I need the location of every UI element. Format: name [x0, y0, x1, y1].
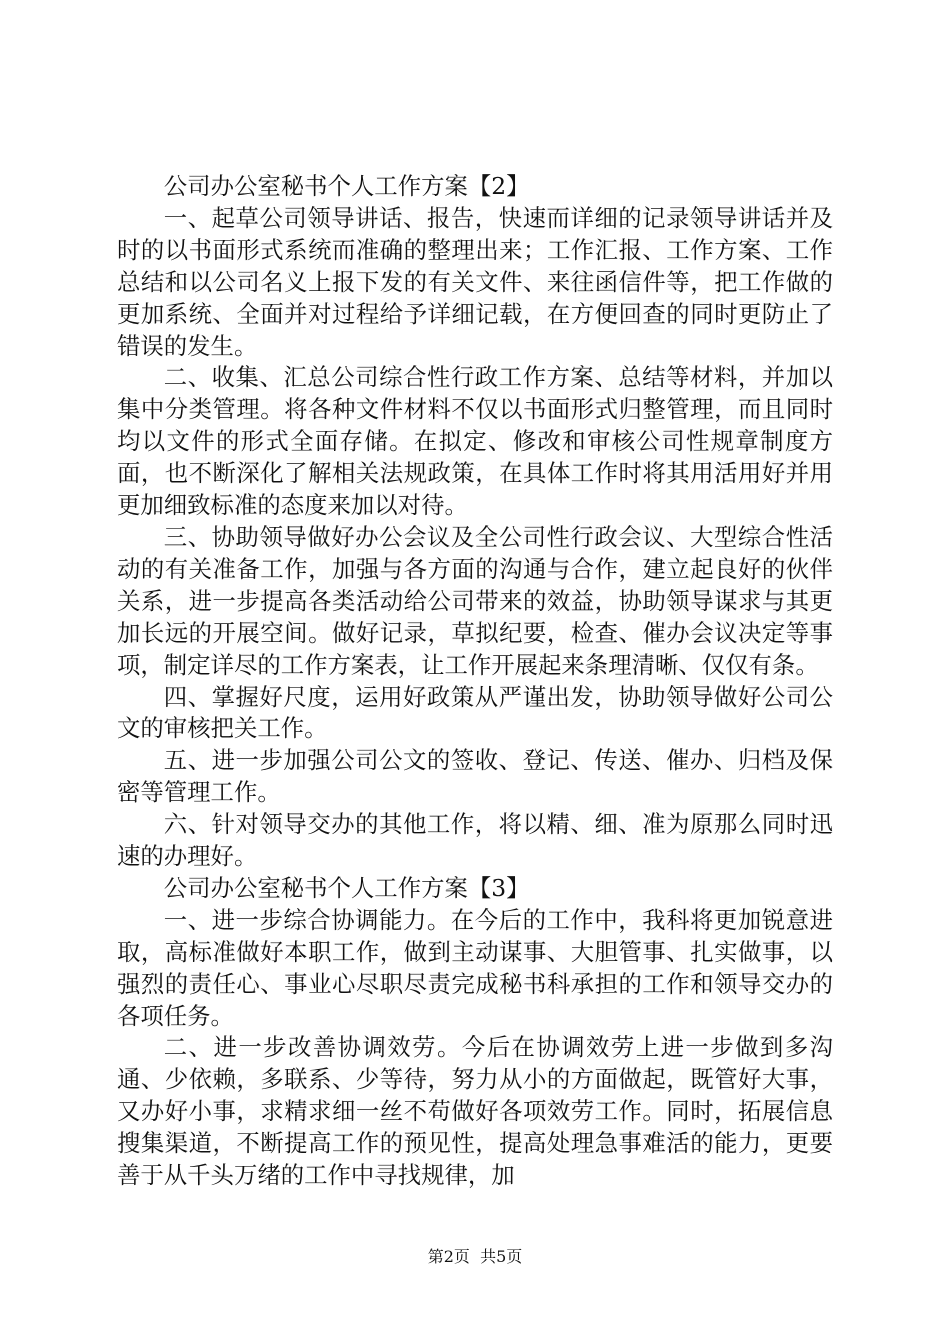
paragraph-item-5: 五、进一步加强公司公文的签收、登记、传送、催办、归档及保密等管理工作。 — [117, 746, 833, 807]
paragraph-item-7: 一、进一步综合协调能力。在今后的工作中，我科将更加锐意进取，高标准做好本职工作，做到主动谋事、大胆管事、扎实做事，以强烈的责任心、事业心尽职尽责完成秘书科承担的工作和领导交办的各项任务。 — [117, 905, 833, 1030]
footer-spacer — [470, 1247, 480, 1266]
page-footer — [0, 1247, 950, 1267]
paragraph-item-1: 一、起草公司领导讲话、报告，快速而详细的记录领导讲话并及时的以书面形式系统而准确的整理出来；工作汇报、工作方案、工作总结和以公司名义上报下发的有关文件、来往函信件等，把工作做的更加系统、全面并对过程给予详细记载，在方便回查的同时更防止了错误的发生。 — [117, 203, 833, 360]
total-pages: 共5页 — [480, 1247, 523, 1266]
paragraph-item-6: 六、针对领导交办的其他工作，将以精、细、准为原那么同时迅速的办理好。 — [117, 810, 833, 871]
paragraph-item-2: 二、收集、汇总公司综合性行政工作方案、总结等材料，并加以集中分类管理。将各种文件材料不仅以书面形式归整管理，而且同时均以文件的形式全面存储。在拟定、修改和审核公司性规章制度方面，也不断深化了解相关法规政策，在具体工作时将其用活用好并用更加细致标准的态度来加以对待。 — [117, 363, 833, 520]
paragraph-item-3: 三、协助领导做好办公会议及全公司性行政会议、大型综合性活动的有关准备工作，加强与各方面的沟通与合作，建立起良好的伙伴关系，进一步提高各类活动给公司带来的效益，协助领导谋求与其更加长远的开展空间。做好记录，草拟纪要，检查、催办会议决定等事项，制定详尽的工作方案表，让工作开展起来条理清晰、仅仅有条。 — [117, 522, 833, 679]
paragraph-item-4: 四、掌握好尺度，运用好政策从严谨出发，协助领导做好公司公文的审核把关工作。 — [117, 682, 833, 743]
section-title-2: 公司办公室秘书个人工作方案【2】 — [163, 172, 530, 200]
paragraph-item-8: 二、进一步改善协调效劳。今后在协调效劳上进一步做到多沟通、少依赖，多联系、少等待，努力从小的方面做起，既管好大事，又办好小事，求精求细一丝不苟做好各项效劳工作。同时，拓展信息搜集渠道，不断提高工作的预见性，提高处理急事难活的能力，更要善于从千头万绪的工作中寻找规律，加 — [117, 1033, 833, 1190]
document-body — [117, 171, 833, 1192]
section-title-3: 公司办公室秘书个人工作方案【3】 — [163, 873, 530, 902]
page-number: 第2页 — [427, 1247, 470, 1266]
